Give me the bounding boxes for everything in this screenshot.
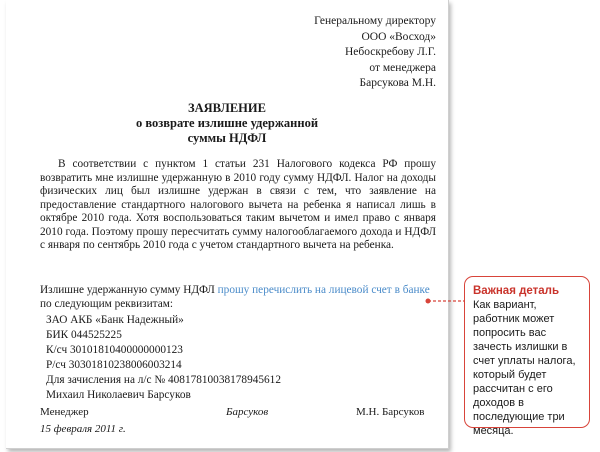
document-date: 15 февраля 2011 г. (40, 423, 126, 435)
account-holder: Михаил Николаевич Барсуков (46, 389, 191, 401)
signer-position: Менеджер (40, 406, 89, 418)
bank-bik: БИК 044525225 (46, 329, 122, 341)
document-page (6, 0, 449, 449)
request-text: Излишне удержанную сумму НДФЛ (40, 284, 218, 296)
addressee-line: Небоскребову Л.Г. (344, 46, 436, 58)
document-title: ЗАЯВЛЕНИЕ (188, 101, 266, 115)
addressee-line: Барсукова М.Н. (359, 77, 436, 89)
bank-requisites (46, 313, 281, 403)
document-subtitle: о возврате излишне удержанной (135, 116, 319, 130)
signature: Барсуков (226, 406, 269, 418)
request-sentence (40, 284, 440, 311)
statement-body (40, 158, 436, 253)
callout-text: Как вариант, работник может попросить вас зачесть излишки в счет уплаты налога, который будет рассчитан с его доходов в последующие три месяца. (473, 299, 576, 437)
document-subtitle-2: суммы НДФЛ (187, 131, 267, 145)
signer-name: М.Н. Барсуков (356, 406, 425, 418)
correspondent-account: К/сч 30101810400000000123 (46, 344, 183, 356)
important-detail-callout (464, 276, 590, 437)
addressee-block (306, 14, 436, 92)
settlement-account: Р/сч 30301810238006003214 (46, 359, 182, 371)
addressee-line: ООО «Восход» (361, 30, 436, 43)
statement-paragraph: В соответствии с пунктом 1 статьи 231 Налогового кодекса РФ прошу возвратить мне излишне удержанную в 2010 году сумму НДФЛ. Налог на доходы физических лиц был излишне удержан в связи с тем, что заявление на предоставление стандартного налогового вычета на ребенка я написал лишь в октябре 2010 года. Хотя воспользоваться таким вычетом и имел право с января 2010 года. Поэтому прошу пересчитать сумму налогооблагаемого дохода и НДФЛ с января по сентябрь 2010 года с учетом стандартного вычета на ребенка. (40, 158, 436, 251)
callout-title: Важная деталь (473, 285, 560, 297)
personal-account: Для зачисления на л/с № 40817810038178945612 (46, 374, 281, 386)
bank-name: ЗАО АКБ «Банк Надежный» (46, 314, 184, 326)
addressee-line: Генеральному директору (314, 15, 436, 27)
addressee-line: от менеджера (369, 61, 436, 74)
highlighted-request: прошу перечислить на лицевой счет в банке (217, 284, 430, 296)
request-text-end: по следующим реквизитам: (40, 297, 174, 310)
